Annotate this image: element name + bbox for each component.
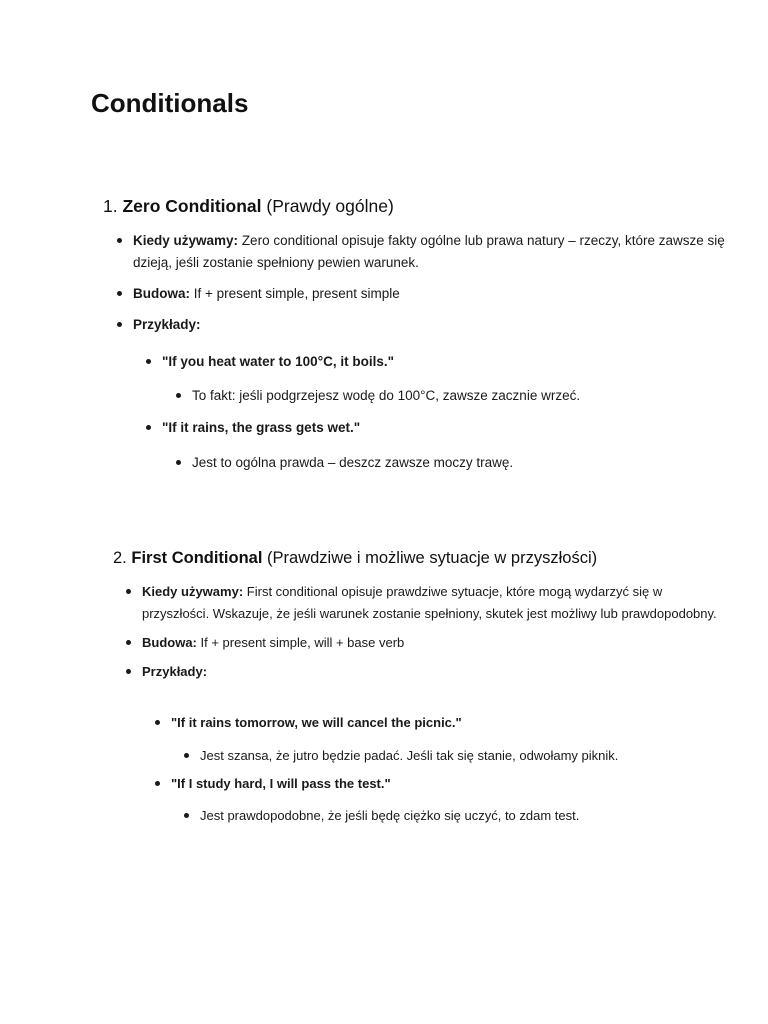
examples-item xyxy=(133,314,748,336)
example-explanation: Jest szansa, że jutro będzie padać. Jeśli tak się stanie, odwołamy piknik. xyxy=(200,745,720,767)
section-heading xyxy=(103,196,394,217)
section-title: Zero Conditional xyxy=(122,196,262,216)
usage-label: Kiedy używamy: xyxy=(142,584,244,599)
structure-item xyxy=(142,632,727,654)
structure-text: If + present simple, present simple xyxy=(193,286,400,301)
section-subtitle: (Prawdziwe i możliwe sytuacje w przyszłości) xyxy=(267,549,598,567)
section-number: 2. xyxy=(113,549,127,567)
section-heading xyxy=(113,549,597,568)
section-bullet-list xyxy=(142,581,727,690)
usage-text: Zero conditional opisuje fakty ogólne lub prawa natury – rzeczy, które zawsze się dzieją, jeśli zostanie spełniony pewien warunek. xyxy=(133,233,725,270)
usage-text: First conditional opisuje prawdziwe sytuacje, które mogą wydarzyć się w przyszłości. Wskazuje, że jeśli warunek zostanie spełniony, skutek jest możliwy lub prawdopodobny. xyxy=(142,584,717,621)
example-sentence: "If you heat water to 100°C, it boils." xyxy=(162,351,722,373)
example-sentence: "If it rains tomorrow, we will cancel the picnic." xyxy=(171,712,711,734)
example-sentence: "If it rains, the grass gets wet." xyxy=(162,417,722,439)
example-explanation: Jest prawdopodobne, że jeśli będę ciężko się uczyć, to zdam test. xyxy=(200,805,720,827)
example-explanation: To fakt: jeśli podgrzejesz wodę do 100°C, zawsze zacznie wrzeć. xyxy=(192,385,732,407)
structure-text: If + present simple, will + base verb xyxy=(200,635,405,650)
usage-item xyxy=(133,230,748,274)
section-number: 1. xyxy=(103,196,118,216)
structure-item xyxy=(133,283,748,305)
structure-label: Budowa: xyxy=(133,286,190,301)
example-explanation: Jest to ogólna prawda – deszcz zawsze moczy trawę. xyxy=(192,452,732,474)
section-bullet-list xyxy=(133,230,748,345)
usage-item xyxy=(142,581,727,625)
examples-item xyxy=(142,661,727,683)
section-subtitle: (Prawdy ogólne) xyxy=(266,196,394,216)
structure-label: Budowa: xyxy=(142,635,197,650)
page-title: Conditionals xyxy=(91,88,249,118)
usage-label: Kiedy używamy: xyxy=(133,233,239,248)
examples-label: Przykłady: xyxy=(142,664,208,679)
examples-label: Przykłady: xyxy=(133,317,201,332)
section-title: First Conditional xyxy=(131,549,263,567)
example-sentence: "If I study hard, I will pass the test." xyxy=(171,773,711,795)
